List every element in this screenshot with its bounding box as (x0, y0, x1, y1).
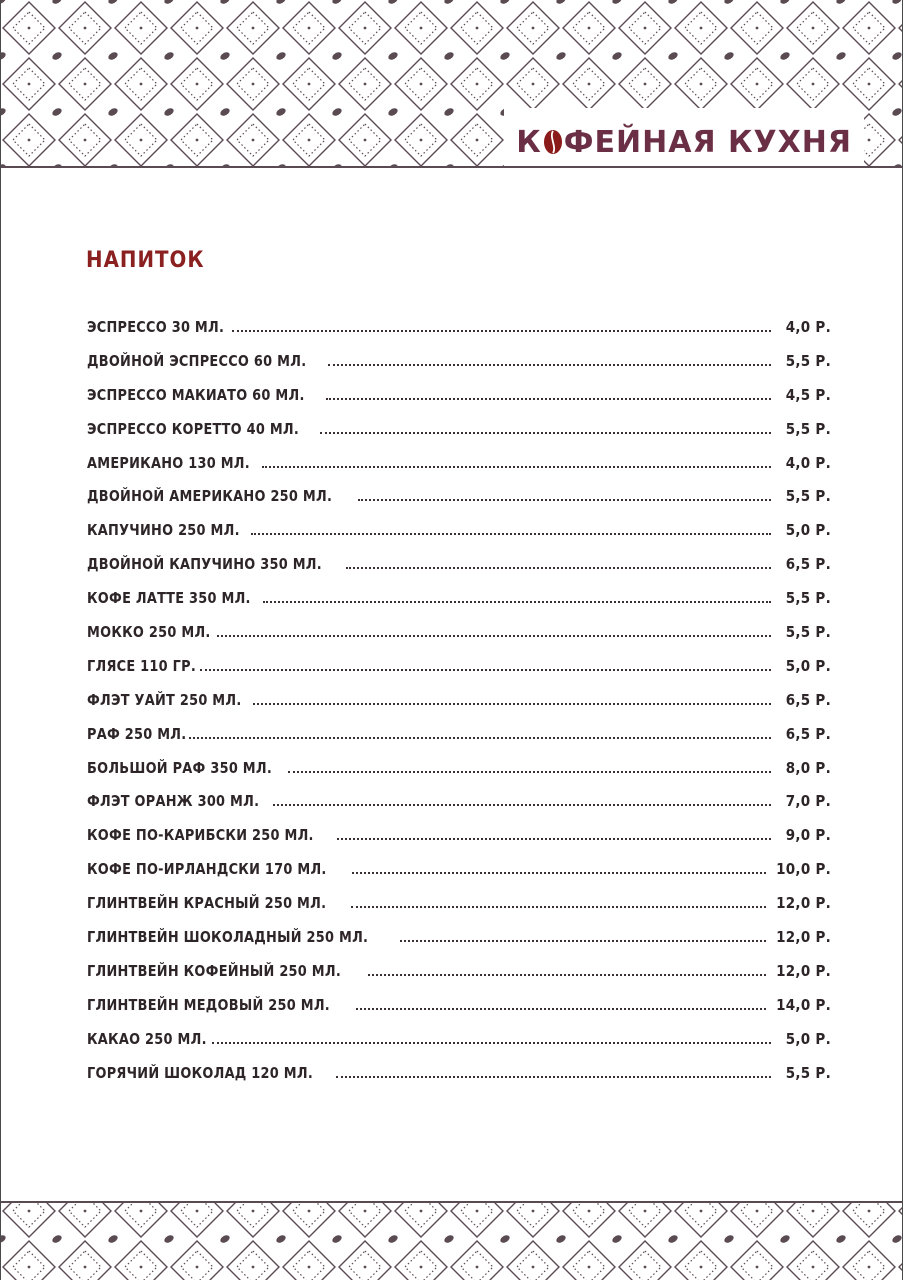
menu-item (87, 725, 831, 759)
menu-item (87, 996, 831, 1030)
menu-item-price: 4,0 Р. (785, 318, 831, 336)
menu-item-name: КОФЕ ЛАТТЕ 350 МЛ. (87, 589, 251, 608)
menu-item (87, 1030, 831, 1064)
menu-item-price: 10,0 Р. (776, 860, 831, 879)
dot-leader (326, 398, 771, 400)
logo-text-suffix: ФЕЙНАЯ КУХНЯ (563, 124, 852, 160)
section-title: НАПИТОК (86, 248, 205, 273)
menu-item-price: 12,0 Р. (776, 894, 831, 913)
dot-leader (351, 906, 766, 908)
dot-leader (263, 601, 771, 603)
dot-leader (352, 872, 766, 874)
menu-item (87, 826, 831, 860)
menu-item-price: 5,5 Р. (785, 419, 831, 438)
menu-item-price: 5,5 Р. (785, 487, 831, 506)
menu-item-name: КОФЕ ПО-ИРЛАНДСКИ 170 МЛ. (87, 860, 327, 879)
menu-item (87, 691, 831, 725)
menu-item (87, 894, 831, 928)
menu-item-name: ДВОЙНОЙ АМЕРИКАНО 250 МЛ. (87, 487, 333, 506)
drinks-menu-list (87, 318, 831, 1097)
dot-leader (200, 669, 771, 671)
dot-leader (217, 635, 771, 637)
menu-item-price: 5,5 Р. (785, 589, 831, 608)
dot-leader (346, 567, 771, 569)
menu-item-name: ЭСПРЕССО КОРЕТТО 40 МЛ. (87, 419, 300, 438)
menu-item (87, 928, 831, 962)
dot-leader (356, 1008, 766, 1010)
menu-item-price: 7,0 Р. (785, 792, 831, 811)
dot-leader (328, 364, 771, 366)
menu-item-price: 14,0 Р. (776, 995, 831, 1014)
menu-item-price: 4,5 Р. (785, 385, 831, 404)
menu-item-price: 9,0 Р. (785, 826, 831, 845)
menu-item-name: МОККО 250 МЛ. (87, 623, 211, 642)
menu-item-price: 12,0 Р. (776, 961, 831, 980)
dot-leader (288, 771, 771, 773)
menu-item (87, 759, 831, 793)
dot-leader (337, 838, 771, 840)
dot-leader (336, 1076, 771, 1078)
menu-item-price: 5,0 Р. (785, 656, 831, 675)
menu-item (87, 962, 831, 996)
menu-item-price: 6,5 Р. (785, 690, 831, 709)
menu-item (87, 318, 831, 352)
menu-item-name: ФЛЭТ УАЙТ 250 МЛ. (87, 690, 242, 709)
menu-item-price: 4,0 Р. (785, 453, 831, 472)
menu-item-name: ГЛИНТВЕЙН МЕДОВЫЙ 250 МЛ. (87, 995, 330, 1014)
menu-item-price: 5,0 Р. (785, 1029, 831, 1048)
menu-item-price: 5,5 Р. (785, 623, 831, 642)
menu-item (87, 420, 831, 454)
dot-leader (400, 940, 766, 942)
menu-item (87, 454, 831, 488)
menu-item-price: 5,5 Р. (785, 351, 831, 370)
dot-leader (212, 1042, 771, 1044)
menu-item-name: ДВОЙНОЙ ЭСПРЕССО 60 МЛ. (87, 351, 307, 370)
brand-logo (504, 108, 864, 166)
menu-item-price: 5,0 Р. (785, 521, 831, 540)
bottom-pattern-band (1, 1201, 902, 1280)
menu-item (87, 521, 831, 555)
coffee-bean-icon (543, 129, 563, 155)
menu-item (87, 657, 831, 691)
logo-text-prefix: К (516, 124, 542, 160)
menu-item-price: 6,5 Р. (785, 555, 831, 574)
top-pattern-band (1, 0, 902, 168)
menu-item-name: ДВОЙНОЙ КАПУЧИНО 350 МЛ. (87, 555, 322, 574)
menu-item (87, 860, 831, 894)
menu-item-name: КАПУЧИНО 250 МЛ. (87, 521, 240, 540)
menu-item-name: ЭСПРЕССО 30 МЛ. (87, 318, 225, 336)
menu-item-name: ФЛЭТ ОРАНЖ 300 МЛ. (87, 792, 260, 811)
dot-leader (189, 737, 771, 739)
menu-item (87, 623, 831, 657)
menu-item-price: 5,5 Р. (785, 1063, 831, 1082)
menu-item-name: ЭСПРЕССО МАКИАТО 60 МЛ. (87, 385, 305, 404)
menu-item-name: ГОРЯЧИЙ ШОКОЛАД 120 МЛ. (87, 1063, 313, 1082)
dot-leader (253, 703, 771, 705)
coffee-bean-pattern (1, 1203, 902, 1280)
menu-item (87, 487, 831, 521)
menu-item-name: БОЛЬШОЙ РАФ 350 МЛ. (87, 758, 273, 777)
menu-item-price: 12,0 Р. (776, 928, 831, 947)
menu-item-name: ГЛИНТВЕЙН КРАСНЫЙ 250 МЛ. (87, 894, 327, 913)
dot-leader (251, 533, 771, 535)
menu-item (87, 352, 831, 386)
menu-item-name: АМЕРИКАНО 130 МЛ. (87, 453, 250, 472)
dot-leader (320, 432, 771, 434)
menu-item-price: 6,5 Р. (785, 724, 831, 743)
menu-item (87, 589, 831, 623)
menu-item (87, 386, 831, 420)
menu-item (87, 1064, 831, 1098)
menu-item-price: 8,0 Р. (785, 758, 831, 777)
dot-leader (273, 804, 771, 806)
dot-leader (368, 974, 766, 976)
menu-item-name: КАКАО 250 МЛ. (87, 1029, 207, 1048)
menu-item-name: КОФЕ ПО-КАРИБСКИ 250 МЛ. (87, 826, 314, 845)
menu-item (87, 555, 831, 589)
dot-leader (232, 330, 771, 332)
menu-item-name: ГЛИНТВЕЙН КОФЕЙНЫЙ 250 МЛ. (87, 961, 341, 980)
menu-item-name: ГЛЯСЕ 110 ГР. (87, 656, 196, 675)
menu-item-name: ГЛИНТВЕЙН ШОКОЛАДНЫЙ 250 МЛ. (87, 928, 369, 947)
menu-item-name: РАФ 250 МЛ. (87, 724, 187, 743)
dot-leader (262, 466, 771, 468)
menu-item (87, 792, 831, 826)
dot-leader (358, 499, 771, 501)
